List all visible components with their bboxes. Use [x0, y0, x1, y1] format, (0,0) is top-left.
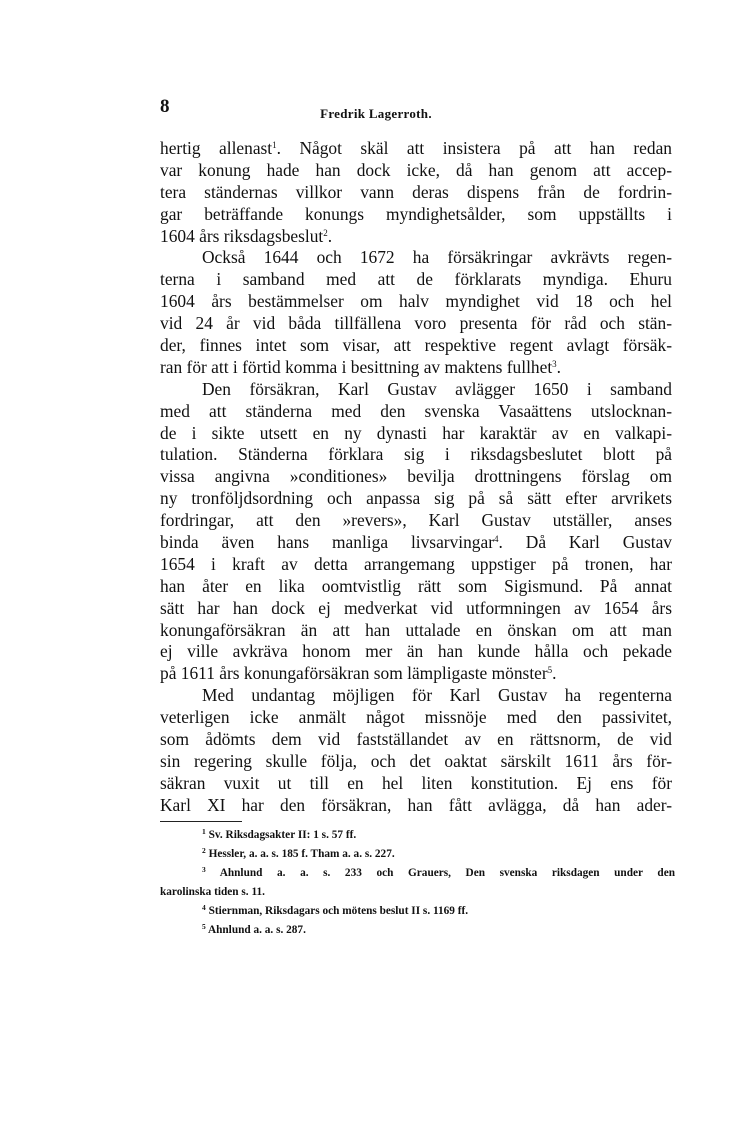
line-text: tera ständernas villkor vann deras dispens från de fordrin- — [160, 181, 672, 202]
text-line — [160, 773, 672, 795]
line-text: hertig allenast — [160, 138, 273, 158]
line-text: ny tronföljdsordning och anpassa sig på så sätt efter arvrikets — [160, 488, 672, 509]
line-text: konungaförsäkran än att han uttalade en önskan om att man — [160, 619, 672, 640]
text-line — [160, 269, 672, 291]
text-line — [160, 576, 672, 598]
line-text: på 1611 års konungaförsäkran som lämpligaste mönster — [160, 663, 548, 684]
text-line — [160, 641, 672, 663]
line-text: Karl XI har den försäkran, han fått avlägga, då han ader- — [160, 794, 672, 815]
text-line — [160, 247, 672, 269]
text-line — [160, 204, 672, 226]
line-text-tail: . — [327, 225, 333, 246]
text-line — [160, 663, 672, 685]
line-text: Också 1644 och 1672 ha försäkringar avkrävts regen- — [202, 247, 672, 268]
footnote-number: 2 — [202, 846, 206, 855]
line-text: med att ständerna med den svenska Vasaättens utslocknan- — [160, 400, 672, 421]
footnote-number: 5 — [202, 922, 206, 931]
line-text: han åter en lika oomtvistlig rätt som Sigismund. På annat — [160, 575, 672, 596]
line-text: sätt har han dock ej medverkat vid utformningen av 1654 års — [160, 597, 672, 618]
text-line — [160, 444, 672, 466]
footnote-text: Ahnlund a. a. s. 287. — [205, 924, 306, 936]
footnote — [160, 845, 675, 864]
footnote-number: 3 — [202, 865, 206, 874]
line-text-tail: . — [556, 356, 562, 377]
footnote-divider — [160, 821, 242, 822]
line-text: 1654 i kraft av detta arrangemang uppstiger på tronen, har — [160, 553, 672, 574]
line-text: sin regering skulle följa, och det oaktat särskilt 1611 års för- — [160, 750, 672, 771]
footnotes — [160, 826, 675, 940]
line-text: veterligen icke anmält något missnöje med den passivitet, — [160, 707, 672, 728]
footnote — [160, 921, 675, 940]
line-text: fordringar, att den »revers», Karl Gustav utställer, anses — [160, 510, 672, 531]
footnote-text: karolinska tiden s. 11. — [160, 886, 265, 898]
text-line — [160, 226, 672, 248]
text-line — [160, 401, 672, 423]
text-line — [160, 488, 672, 510]
line-text: 1604 års riksdagsbeslut — [160, 225, 324, 246]
text-line — [160, 335, 672, 357]
footnote-number: 4 — [202, 903, 206, 912]
text-line — [160, 510, 672, 532]
footnote — [160, 883, 675, 902]
line-text: binda även hans manliga livsarvingar — [160, 532, 495, 553]
text-line — [160, 532, 672, 554]
text-line — [160, 685, 672, 707]
line-text: gar beträffande konungs myndighetsålder, som uppställts i — [160, 203, 672, 224]
footnote — [160, 826, 675, 845]
text-line — [160, 466, 672, 488]
text-line — [160, 379, 672, 401]
text-line — [160, 160, 672, 182]
text-line — [160, 182, 672, 204]
text-line — [160, 138, 672, 160]
line-text: tulation. Ständerna förklara sig i riksdagsbeslutet blott på — [160, 444, 672, 465]
running-head: Fredrik Lagerroth. — [320, 106, 432, 121]
text-line — [160, 313, 672, 335]
line-text: ej ville avkräva honom mer än han kunde hålla och pekade — [160, 641, 672, 662]
line-text: vid 24 år vid båda tillfällena voro presenta för råd och stän- — [160, 313, 672, 334]
line-text: de i sikte utsett en ny dynasti har karaktär av en valkapi- — [160, 422, 672, 443]
text-line — [160, 620, 672, 642]
line-text-tail: . Något skäl att insistera på att han redan — [276, 138, 672, 158]
text-line — [160, 357, 672, 379]
line-text-tail: . Då Karl Gustav — [498, 532, 672, 553]
line-text: som ådömts dem vid fastställandet av en rättsnorm, de vid — [160, 729, 672, 750]
line-text-tail: . — [552, 663, 557, 684]
footnote-ref: 5 — [547, 665, 553, 676]
footnote-ref: 3 — [552, 358, 557, 369]
footnote-text: Ahnlund a. a. s. 233 och Grauers, Den svenska riksdagen under den — [205, 867, 675, 879]
footnote — [160, 902, 675, 921]
footnote-text: Sv. Riksdagsakter II: 1 s. 57 ff. — [205, 829, 357, 841]
text-line — [160, 598, 672, 620]
line-text: Den försäkran, Karl Gustav avlägger 1650 i samband — [202, 378, 672, 399]
text-line — [160, 707, 672, 729]
text-line — [160, 291, 672, 313]
line-text: Med undantag möjligen för Karl Gustav ha regenterna — [202, 685, 672, 706]
text-line — [160, 751, 672, 773]
page-number: 8 — [160, 96, 170, 117]
line-text: vissa angivna »conditiones» bevilja drottningens förslag om — [160, 466, 672, 487]
text-line — [160, 554, 672, 576]
line-text: ran för att i förtid komma i besittning av maktens fullhet — [160, 356, 553, 377]
line-text: 1604 års bestämmelser om halv myndighet vid 18 och hel — [160, 291, 672, 312]
footnote-ref: 1 — [272, 140, 277, 150]
line-text: säkran vuxit ut till en hel liten konstitution. Ej ens för — [160, 772, 672, 793]
text-line — [160, 729, 672, 751]
footnote-text: Stiernman, Riksdagars och mötens beslut II s. 1169 ff. — [205, 905, 469, 917]
footnote-text: Hessler, a. a. s. 185 f. Tham a. a. s. 227. — [205, 848, 395, 860]
body-text — [160, 138, 672, 817]
text-line — [160, 795, 672, 817]
line-text: terna i samband med att de förklarats myndiga. Ehuru — [160, 269, 672, 290]
footnote — [160, 864, 675, 883]
footnote-ref: 4 — [494, 534, 499, 545]
footnote-number: 1 — [202, 827, 206, 836]
footnote-ref: 2 — [323, 227, 328, 238]
text-line — [160, 423, 672, 445]
line-text: der, finnes intet som visar, att respektive regent avlagt försäk- — [160, 335, 672, 356]
line-text: var konung hade han dock icke, då han genom att accep- — [160, 159, 672, 180]
